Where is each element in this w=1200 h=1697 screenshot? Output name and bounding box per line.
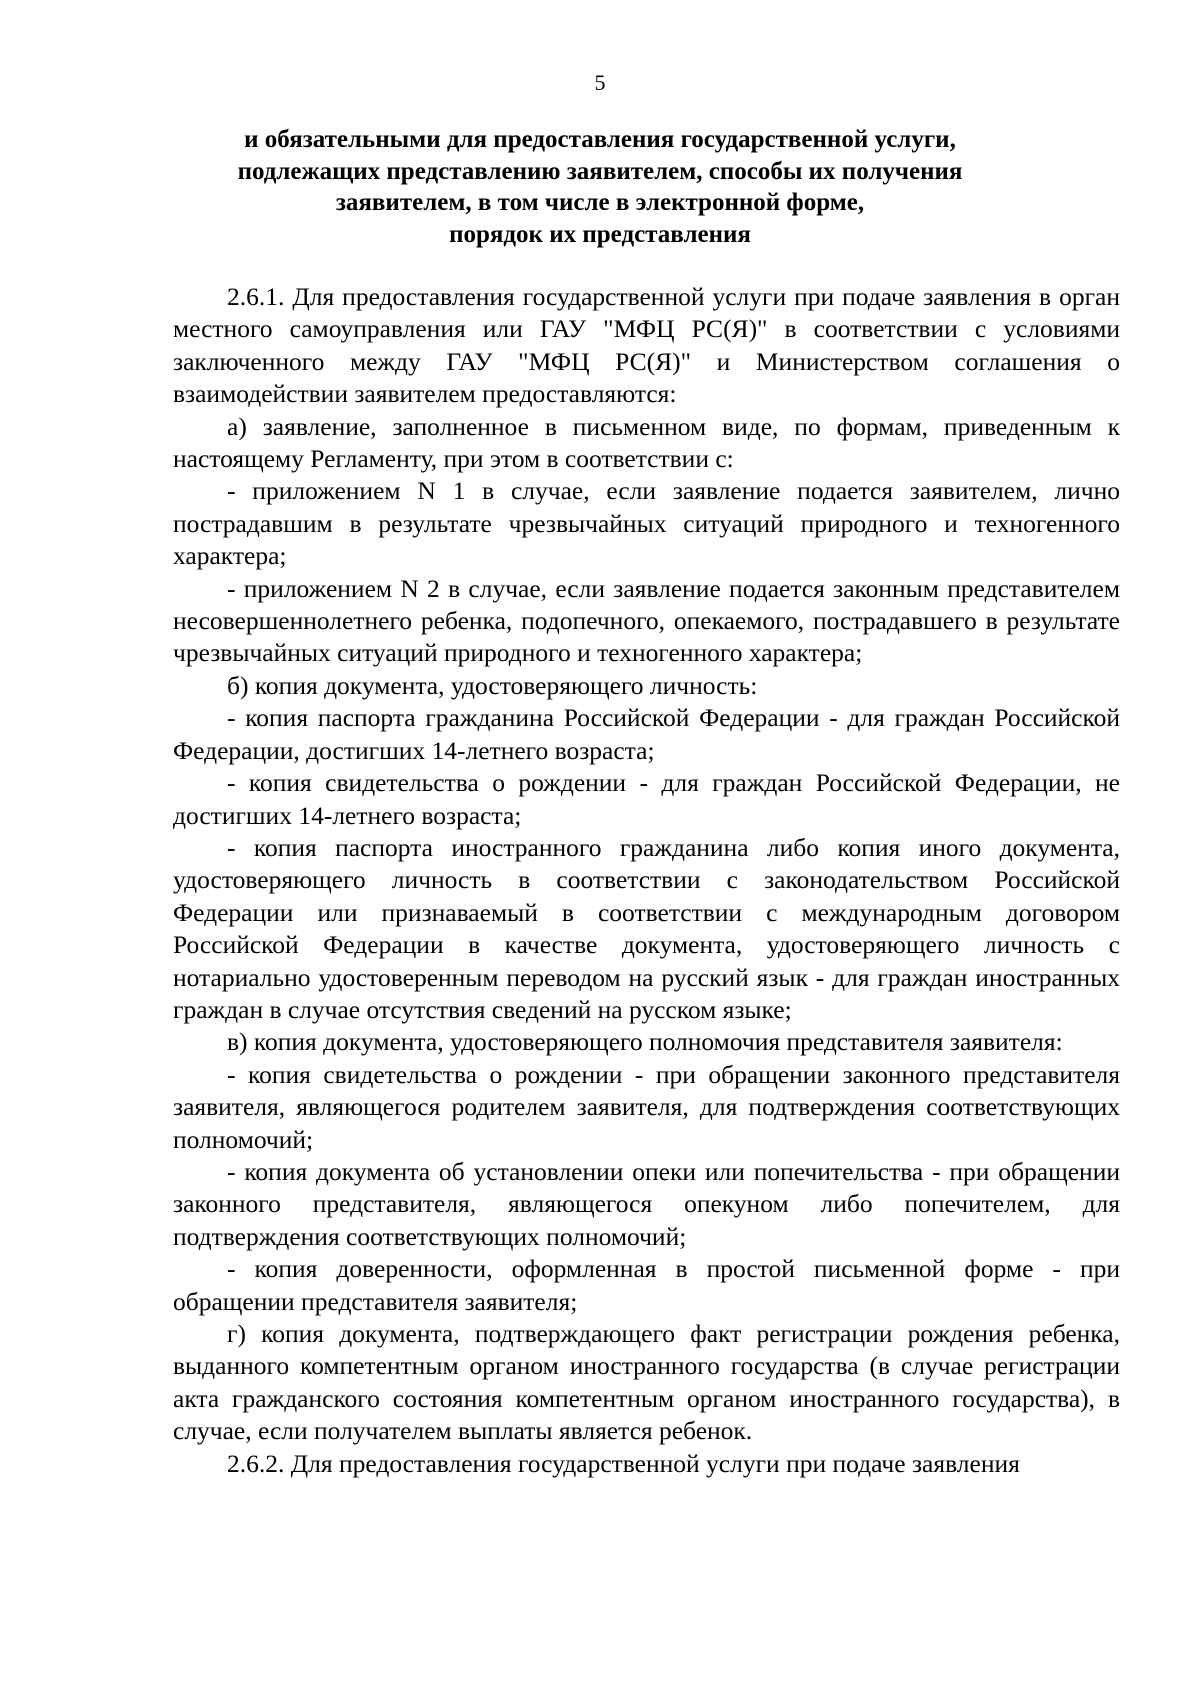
paragraph-power-of-attorney: - копия доверенности, оформленная в простой письменной форме - при обращении представителя заявителя; bbox=[173, 1254, 1120, 1316]
paragraph-foreign-passport: - копия паспорта иностранного гражданина либо копия иного документа, удостоверяющего личность в соответствии с законодательством Российской Федерации или признаваемый в соответствии с международным договором Российской Федерации в качестве документа, удостоверяющего личность с нотариально удостоверенным переводом на русский язык - для граждан иностранных граждан в случае отсутствия сведений на русском языке; bbox=[173, 832, 1120, 1024]
page-number: 5 bbox=[594, 70, 606, 95]
paragraph-2-6-2: 2.6.2. Для предоставления государственной услуги при подаче заявления bbox=[227, 1448, 1020, 1478]
paragraph-2-6-1: 2.6.1. Для предоставления государственной услуги при подаче заявления в орган местного самоуправления или ГАУ "МФЦ РС(Я)" в соответствии с условиями заключенного между ГАУ "МФЦ РС(Я)" и Министерством соглашения о взаимодействии заявителем предоставляются: bbox=[173, 282, 1120, 409]
paragraph-item-g: г) копия документа, подтверждающего факт регистрации рождения ребенка, выданного компетентным органом иностранного государства (в случае регистрации акта гражданского состояния компетентным органом иностранного государства), в случае, если получателем выплаты является ребенок. bbox=[173, 1319, 1120, 1446]
heading-line: и обязательными для предоставления государственной услуги, bbox=[244, 126, 956, 153]
heading-line: порядок их представления bbox=[449, 220, 751, 248]
paragraph-birth-certificate-representative: - копия свидетельства о рождении - при обращении законного представителя заявителя, являющегося родителем заявителя, для подтверждения соответствующих полномочий; bbox=[173, 1059, 1120, 1154]
paragraph-birth-certificate: - копия свидетельства о рождении - для граждан Российской Федерации, не достигших 14-летнего возраста; bbox=[173, 768, 1120, 830]
paragraph-guardianship: - копия документа об установлении опеки или попечительства - при обращении законного представителя, являющегося опекуном либо попечителем, для подтверждения соответствующих полномочий; bbox=[173, 1156, 1120, 1251]
paragraph-annex-1: - приложением N 1 в случае, если заявление подается заявителем, лично пострадавшим в результате чрезвычайных ситуаций природного и техногенного характера; bbox=[173, 476, 1120, 571]
section-heading bbox=[150, 124, 1050, 250]
heading-line: заявителем, в том числе в электронной форме, bbox=[335, 189, 865, 216]
paragraph-item-v: в) копия документа, удостоверяющего полномочия представителя заявителя: bbox=[227, 1027, 1063, 1057]
paragraph-item-b: б) копия документа, удостоверяющего личность: bbox=[227, 670, 758, 700]
paragraph-passport-rf: - копия паспорта гражданина Российской Федерации - для граждан Российской Федерации, достигших 14-летнего возраста; bbox=[173, 703, 1120, 765]
document-body bbox=[173, 281, 1120, 1480]
paragraph-item-a: а) заявление, заполненное в письменном виде, по формам, приведенным к настоящему Регламенту, при этом в соответствии с: bbox=[173, 411, 1120, 474]
paragraph-annex-2: - приложением N 2 в случае, если заявление подается законным представителем несовершеннолетнего ребенка, подопечного, опекаемого, пострадавшего в результате чрезвычайных ситуаций природного и техногенного характера; bbox=[173, 573, 1120, 668]
heading-line: подлежащих представлению заявителем, способы их получения bbox=[237, 157, 963, 185]
